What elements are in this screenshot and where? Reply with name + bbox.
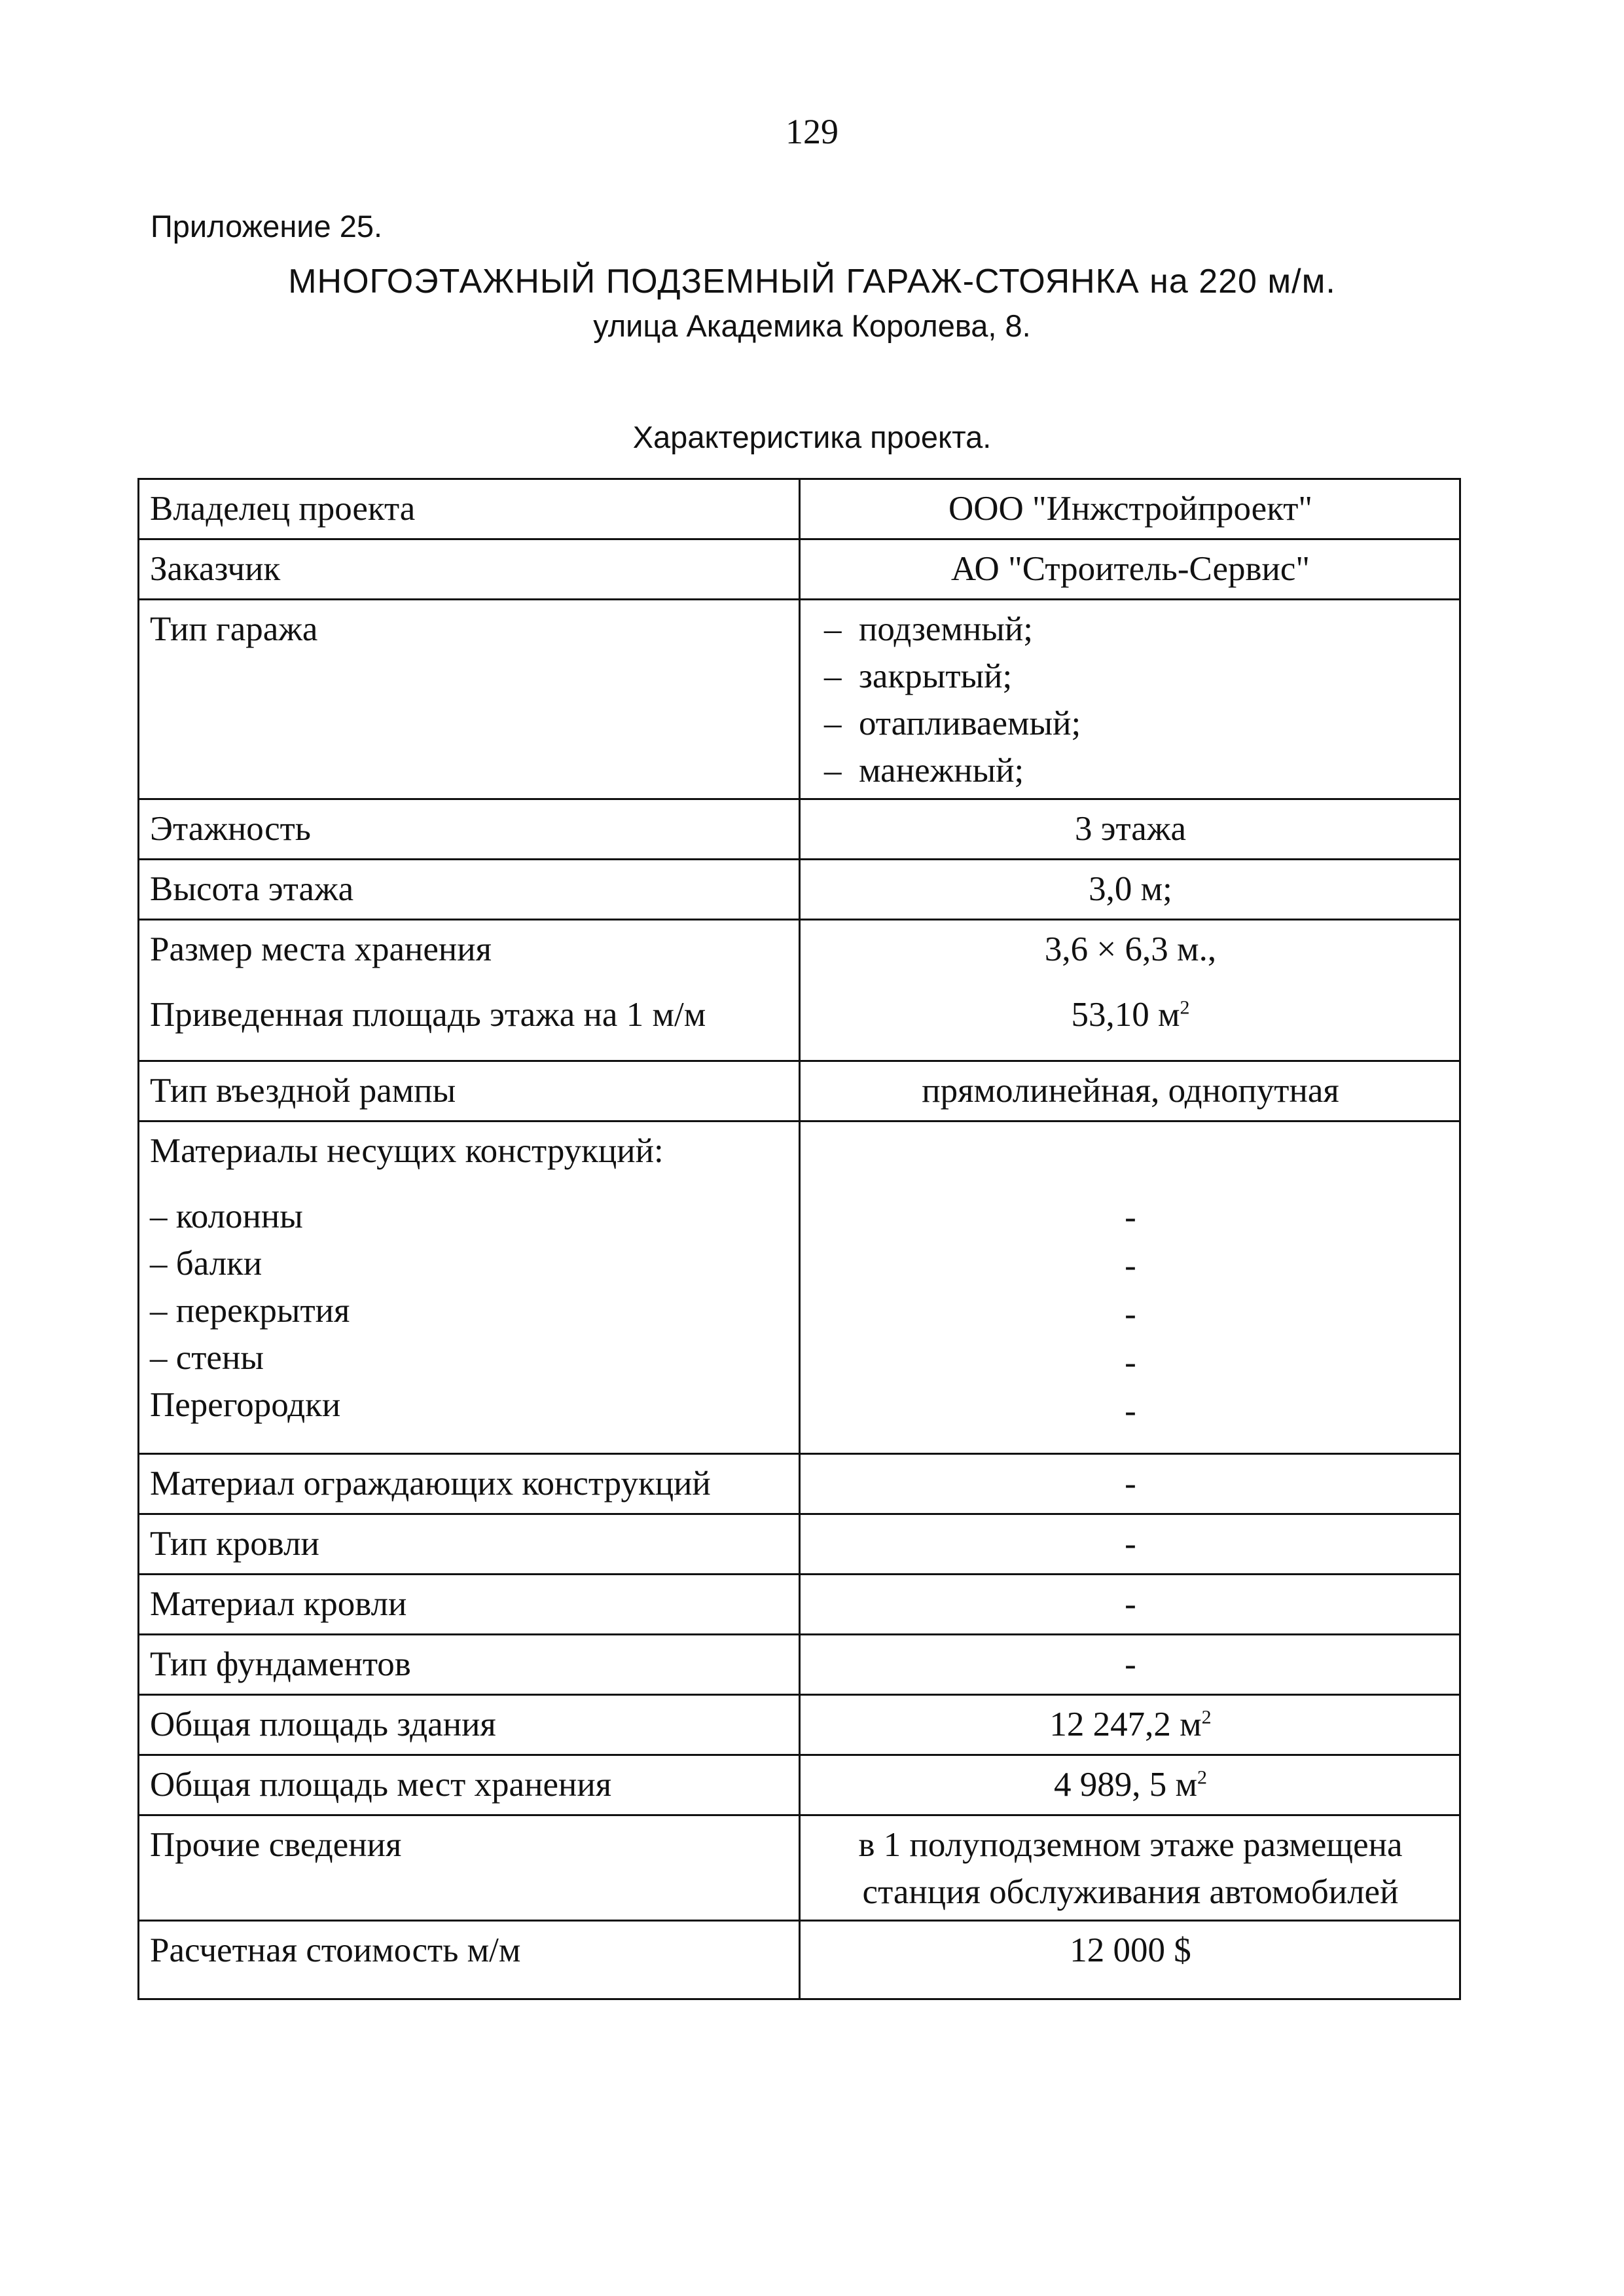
list-item: – подземный; [824, 606, 1450, 653]
roof-type-label: Тип кровли [139, 1514, 800, 1575]
space-size-labels [139, 920, 800, 1061]
ramp-type-value: прямолинейная, однопутная [800, 1061, 1460, 1121]
roof-material-label: Материал кровли [139, 1575, 800, 1635]
customer-label: Заказчик [139, 539, 800, 600]
other-info-label: Прочие сведения [139, 1815, 800, 1921]
reduced-area-label: Приведенная площадь этажа на 1 м/м [150, 996, 706, 1034]
appendix-label: Приложение 25. [151, 209, 383, 244]
table-row-other-info [139, 1815, 1460, 1921]
list-item: – закрытый; [824, 653, 1450, 700]
reduced-area-value: 53,10 $м^2$ [1071, 996, 1190, 1034]
list-item: – отапливаемый; [824, 700, 1450, 747]
garage-type-label: Тип гаража [139, 600, 800, 799]
table-row-enclosing-material [139, 1454, 1460, 1514]
owner-label: Владелец проекта [139, 479, 800, 539]
total-area-value: 12 247,2 $м^2$ [800, 1695, 1460, 1755]
foundation-type-value: - [800, 1635, 1460, 1695]
table-row-roof-type [139, 1514, 1460, 1575]
storage-area-label: Общая площадь мест хранения [139, 1755, 800, 1815]
table-caption: Характеристика проекта. [632, 420, 992, 454]
table-row-foundation-type [139, 1635, 1460, 1695]
table-row-estimated-cost [139, 1921, 1460, 1999]
list-item: – стены [150, 1334, 789, 1381]
enclosing-material-label: Материал ограждающих конструкций [139, 1454, 800, 1514]
estimated-cost-value: 12 000 $ [800, 1921, 1460, 1999]
table-cell-value: - [1125, 1198, 1136, 1236]
table-cell-value: - [1125, 1247, 1136, 1285]
floors-label: Этажность [139, 799, 800, 860]
table-row-total-area [139, 1695, 1460, 1755]
other-info-line-1: в 1 полуподземном этаже размещена [858, 1826, 1403, 1864]
list-item: – перекрытия [150, 1287, 789, 1334]
list-item: – колонны [150, 1193, 789, 1240]
list-item: – балки [150, 1240, 789, 1287]
foundation-type-label: Тип фундаментов [139, 1635, 800, 1695]
table-row-floors [139, 799, 1460, 860]
table-row-ramp-type [139, 1061, 1460, 1121]
table-row-customer [139, 539, 1460, 600]
project-characteristics-table [137, 478, 1461, 2000]
space-size-values [800, 920, 1460, 1061]
table-cell-value: - [1125, 1392, 1136, 1430]
table-row-roof-material [139, 1575, 1460, 1635]
structural-materials-label: Материалы несущих конструкций: [150, 1132, 664, 1170]
structural-materials-values [800, 1121, 1460, 1454]
list-item: – манежный; [824, 747, 1450, 794]
garage-type-list [811, 606, 1450, 794]
table-row-storage-area [139, 1755, 1460, 1815]
table-row-floor-height [139, 860, 1460, 920]
ramp-type-label: Тип въездной рампы [139, 1061, 800, 1121]
storage-area-value: 4 989, 5 $м^2$ [800, 1755, 1460, 1815]
floors-value: 3 этажа [800, 799, 1460, 860]
floor-height-label: Высота этажа [139, 860, 800, 920]
estimated-cost-label: Расчетная стоимость м/м [139, 1921, 800, 1999]
space-size-value: 3,6 × 6,3 м., [1044, 930, 1217, 968]
owner-value: ООО "Инжстройпроект" [800, 479, 1460, 539]
garage-type-values [800, 600, 1460, 799]
structural-materials-list [150, 1193, 789, 1429]
table-row-owner [139, 479, 1460, 539]
structural-materials-labels [139, 1121, 800, 1454]
table-row-structural-materials [139, 1121, 1460, 1454]
floor-height-value: 3,0 м; [800, 860, 1460, 920]
roof-material-value: - [800, 1575, 1460, 1635]
document-title: МНОГОЭТАЖНЫЙ ПОДЗЕМНЫЙ ГАРАЖ-СТОЯНКА на 220 м/м. [288, 263, 1336, 301]
customer-value: АО "Строитель-Сервис" [800, 539, 1460, 600]
total-area-label: Общая площадь здания [139, 1695, 800, 1755]
page-number: 129 [785, 112, 839, 151]
other-info-value [800, 1815, 1460, 1921]
list-item: Перегородки [150, 1386, 341, 1424]
space-size-label: Размер места хранения [150, 930, 492, 968]
table-cell-value: - [1125, 1343, 1136, 1381]
table-cell-value: - [1125, 1295, 1136, 1333]
document-address: улица Академика Королева, 8. [593, 308, 1031, 343]
roof-type-value: - [800, 1514, 1460, 1575]
other-info-line-2: станция обслуживания автомобилей [862, 1873, 1399, 1911]
table-row-garage-type [139, 600, 1460, 799]
enclosing-material-value: - [800, 1454, 1460, 1514]
table-row-space-size [139, 920, 1460, 1061]
